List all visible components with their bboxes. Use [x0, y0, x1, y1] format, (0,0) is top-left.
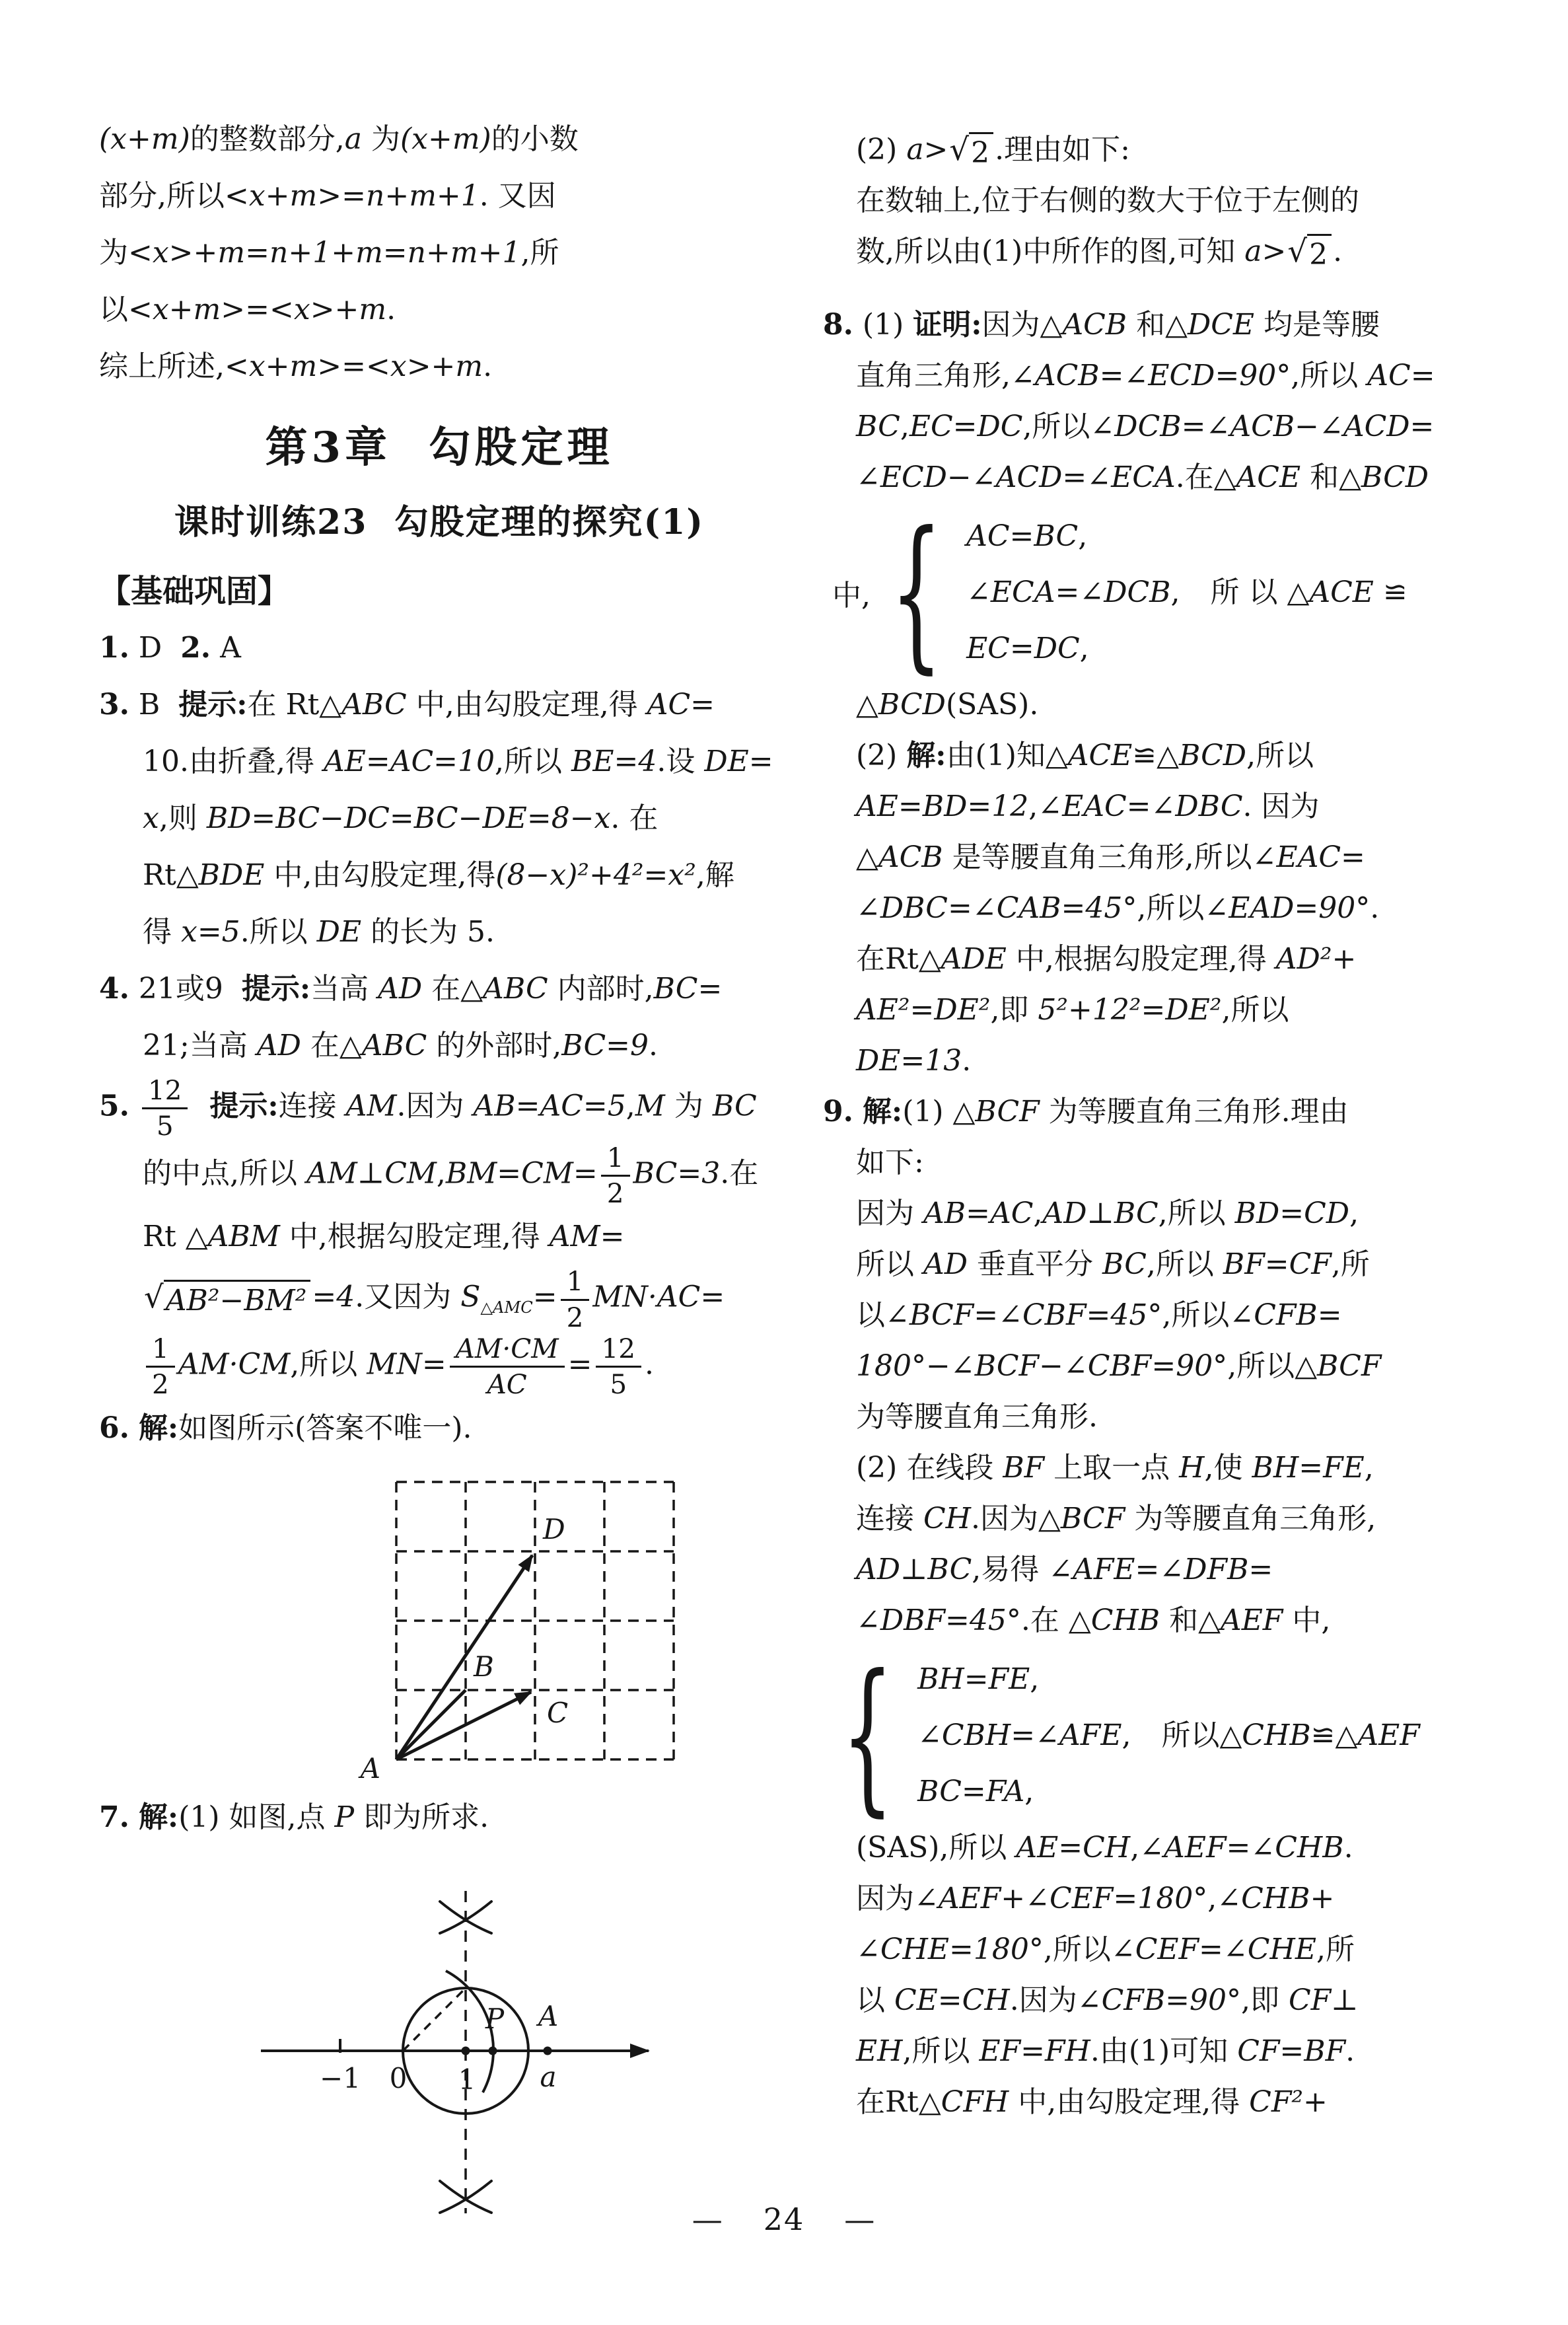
square-root [1287, 234, 1332, 273]
fraction [450, 1333, 565, 1400]
equation-row [966, 508, 1408, 564]
right-column [823, 124, 1515, 2127]
math-text: BH=FE [1252, 1451, 1365, 1485]
text-line: 得 x=5.所以 DE 的长为 5. [143, 915, 495, 949]
text-line: ∠DBF=45°.在 △CHB 和△AEF 中, [856, 1604, 1331, 1637]
equation-system [832, 1639, 1515, 1831]
text-line: ∠DBC=∠CAB=45°,所以∠EAD=90°. [856, 891, 1380, 925]
bold-text: 解: [138, 1800, 179, 1834]
text-line: Rt△BDE 中,由勾股定理,得(8−x)²+4²=x²,解 [143, 858, 734, 892]
bold-text: 解: [906, 739, 946, 772]
text-line: 8. (1) 证明:因为△ACB 和△DCE 均是等腰 [823, 308, 1380, 342]
math-text: EH [856, 2034, 903, 2068]
page-number: 24 [763, 2201, 805, 2237]
text-line: 所以 AD 垂直平分 BC,所以 BF=CF,所 [856, 1247, 1370, 1281]
math-text: AD⊥BC [1042, 1197, 1158, 1230]
math-text: BE=4 [571, 745, 657, 778]
radicand: 2 [1307, 234, 1332, 273]
paragraph [823, 299, 1515, 503]
math-text: = [532, 1280, 557, 1314]
bold-text: 3. [99, 688, 129, 721]
text-line: (x+m)的整数部分,a 为(x+m)的小数 [99, 122, 579, 156]
math-text: CF=BF [1237, 2034, 1346, 2068]
fraction [601, 1142, 630, 1209]
paragraph [823, 1822, 1515, 2127]
math-text: ∠EAC= [1252, 840, 1365, 874]
math-text: AC= [1367, 359, 1435, 392]
math-text: △ACE [1287, 575, 1374, 609]
bold-text: 4. [99, 972, 129, 1006]
math-text: BF=CF [1223, 1247, 1332, 1281]
paragraph [823, 124, 1515, 277]
segment-AD [396, 1555, 532, 1759]
math-text: BC=3 [633, 1156, 721, 1190]
bold-text: 1. [99, 631, 129, 665]
math-text: BM=CM= [445, 1156, 598, 1190]
equation-row [917, 1651, 1420, 1707]
math-text: AM [345, 1089, 397, 1123]
text-line: 连接 CH.因为△BCF 为等腰直角三角形, [856, 1502, 1376, 1535]
math-text: <x+m>=<x>+m [225, 350, 483, 383]
text-line: 数,所以由(1)中所作的图,可知 a> √ 2 . [856, 233, 1343, 272]
math-text: △BCD [856, 688, 946, 721]
point-P-dot [489, 2046, 497, 2055]
math-text: AC [487, 1368, 527, 1401]
text-line: EH,所以 EF=FH.由(1)可知 CF=BF. [856, 2034, 1355, 2068]
text-line: 综上所述,<x+m>=<x>+m. [99, 350, 493, 383]
equation: EC=DC, [966, 632, 1089, 665]
math-text: AE²=DE² [856, 993, 991, 1027]
text-line: 以∠BCF=∠CBF=45°,所以∠CFB= [856, 1298, 1342, 1332]
math-text: BC [1102, 1247, 1147, 1281]
paragraph [99, 677, 779, 961]
math-text: (x+m) [99, 122, 190, 156]
math-text: ∠ACB=∠ECD=90° [1011, 359, 1291, 392]
math-text: AB=AC [923, 1197, 1034, 1230]
text-line: AD⊥BC,易得 ∠AFE=∠DFB= [856, 1553, 1273, 1586]
math-text: 180°−∠BCF−∠CBF=90° [856, 1349, 1228, 1383]
equation-system [832, 496, 1515, 688]
math-text: AM⊥CM [306, 1156, 437, 1190]
math-text: = [567, 1347, 592, 1382]
system-rows [917, 1651, 1420, 1820]
math-text: CE=CH [894, 1983, 1010, 2017]
math-text: ∠ECD−∠ACD=∠ECA [856, 461, 1176, 494]
math-text: △BCF [1295, 1349, 1382, 1383]
radical-sign: √ [1287, 233, 1308, 269]
math-text: ∠DBC=∠CAB=45° [856, 891, 1137, 925]
fraction-numerator [450, 1333, 565, 1368]
paragraph [823, 1086, 1515, 1646]
fraction-numerator: 12 [142, 1074, 188, 1109]
math-text: △ABC [339, 1029, 427, 1062]
math-text: ∠CBH=∠AFE [917, 1718, 1122, 1752]
math-text: AC=BC [966, 519, 1079, 553]
square-root [949, 132, 993, 171]
math-text: ∠CHB+ [1217, 1882, 1335, 1915]
text-line: 3. B 提示:在 Rt△ABC 中,由勾股定理,得 AC= [99, 688, 715, 721]
fraction-denominator [450, 1368, 565, 1399]
bold-text: 提示: [178, 688, 248, 721]
fraction-numerator: 1 [601, 1142, 630, 1177]
math-text: ∠DCB=∠ACB−∠ACD= [1090, 410, 1435, 443]
math-text: <x+m>=n+m+1 [225, 179, 480, 213]
math-text: AD [256, 1029, 301, 1062]
math-text: ∠CHE=180° [856, 1933, 1044, 1966]
math-text: △ACE [1213, 461, 1301, 494]
left-brace: { [890, 496, 943, 688]
label-a: a [540, 2060, 557, 2093]
text-line: 10.由折叠,得 AE=AC=10,所以 BE=4.设 DE= [143, 745, 773, 778]
math-text: MN·AC= [592, 1280, 725, 1314]
math-text: CH [923, 1502, 972, 1535]
math-text: AC= [647, 688, 715, 721]
fraction-denominator: 5 [156, 1110, 174, 1142]
math-text: BD=BC−DC=BC−DE=8−x [206, 801, 611, 835]
text-line: 以<x+m>=<x>+m. [99, 293, 396, 326]
math-text: △BCF [1038, 1502, 1125, 1535]
text-line: 21;当高 AD 在△ABC 的外部时,BC=9. [143, 1029, 658, 1062]
math-text: ∠ECA=∠DCB [966, 575, 1171, 609]
math-text: △BCD [1339, 461, 1429, 494]
math-text: EC=DC [966, 632, 1080, 665]
text-line: Rt △ABM 中,根据勾股定理,得 AM= [143, 1220, 625, 1254]
math-text: △CHB≌△AEF [1219, 1718, 1420, 1752]
point-one-dot [462, 2046, 470, 2055]
equation-tail: 所以△CHB≌△AEF [1161, 1718, 1420, 1752]
bold-text: 提示: [209, 1089, 279, 1123]
text-line: 为<x>+m=n+1+m=n+m+1,所 [99, 236, 559, 270]
math-text: ∠DBF=45° [856, 1604, 1021, 1637]
math-text: x [143, 801, 159, 835]
math-text: a> [906, 133, 948, 166]
text-line: DE=13. [856, 1044, 972, 1078]
text-line: (SAS),所以 AE=CH,∠AEF=∠CHB. [856, 1831, 1353, 1864]
text-line: 9. 解:(1) △BCF 为等腰直角三角形.理由 [823, 1095, 1349, 1128]
math-text: ∠CFB= [1229, 1298, 1342, 1332]
math-text: AD [378, 972, 423, 1006]
chapter-title: 第3章 勾股定理 [265, 423, 614, 472]
math-text: △ACB [856, 840, 943, 874]
page-footer [0, 2201, 1568, 2237]
point-label-B: B [474, 1650, 494, 1683]
bold-text: 8. [823, 308, 853, 342]
label-A: A [538, 1999, 559, 2032]
math-text: AM·CM [178, 1347, 291, 1382]
left-column [99, 111, 779, 2230]
math-text: BC= [653, 972, 723, 1006]
text-line: 的中点,所以 AM⊥CM,BM=CM= $\frac{1}{2}$ BC=3.在 [143, 1141, 759, 1209]
math-text: △CHB [1068, 1604, 1160, 1637]
equation-row [917, 1763, 1420, 1820]
text-line: 为等腰直角三角形. [856, 1400, 1098, 1434]
math-text: BH=FE [917, 1662, 1030, 1696]
math-text: △ABM [185, 1220, 280, 1254]
construction-figure-svg [251, 1853, 674, 2223]
fraction [561, 1265, 590, 1333]
math-text: BC=9 [561, 1029, 649, 1062]
math-text: ∠BCF=∠CBF=45° [885, 1298, 1162, 1332]
label-minus1: −1 [320, 2061, 361, 2094]
math-text: AM·CM [455, 1332, 559, 1364]
math-text: ∠EAC=∠DBC [1038, 790, 1243, 823]
math-text: DE= [704, 745, 773, 778]
bold-text: 2. [180, 631, 211, 665]
equation-row [917, 1707, 1420, 1763]
equation-row [966, 564, 1408, 620]
math-text: ∠CEF=∠CHE [1110, 1933, 1316, 1966]
text-line: 因为 AB=AC,AD⊥BC,所以 BD=CD, [856, 1197, 1359, 1230]
fraction-numerator: 1 [561, 1265, 590, 1300]
fraction-numerator: 12 [596, 1333, 642, 1368]
text-line: AE²=DE²,即 5²+12²=DE²,所以 [856, 993, 1289, 1027]
text-line: 在Rt△ADE 中,根据勾股定理,得 AD²+ [856, 942, 1357, 976]
text-line: 在Rt△CFH 中,由勾股定理,得 CF²+ [856, 2085, 1328, 2119]
math-text: x=5 [181, 915, 240, 949]
math-text: △DCE [1165, 308, 1255, 342]
math-text: BC [856, 410, 900, 443]
radical-sign: √ [144, 1278, 164, 1315]
radicand [164, 1280, 311, 1319]
math-text: <x+m>=<x>+m [128, 293, 387, 326]
label-zero: 0 [389, 2061, 408, 2094]
lesson-title: 课时训练23 勾股定理的探究(1) [174, 502, 704, 542]
fraction-denominator: 2 [566, 1301, 584, 1333]
math-text: EC=DC [909, 410, 1023, 443]
construction-figure [251, 1853, 779, 2230]
text-line: BC,EC=DC,所以∠DCB=∠ACB−∠ACD= [856, 410, 1435, 443]
equation: BH=FE, [917, 1662, 1040, 1696]
fraction [142, 1074, 188, 1142]
text-line: 6. 解:如图所示(答案不唯一). [99, 1411, 472, 1445]
fraction-numerator: 1 [146, 1333, 175, 1368]
math-text: △ABC [460, 972, 548, 1006]
math-text: AD [923, 1247, 968, 1281]
equation: AC=BC, [966, 519, 1088, 553]
text-line: 5. $\frac{12}{5}$ 提示:连接 AM.因为 AB=AC=5,M 为 BC [99, 1074, 757, 1142]
system-rows [966, 508, 1408, 677]
math-text: AB=AC=5 [473, 1089, 626, 1123]
label-P: P [485, 2002, 505, 2035]
text-line: 180°−∠BCF−∠CBF=90°,所以△BCF [856, 1349, 1382, 1383]
math-text: (x+m) [400, 122, 491, 156]
math-text: =4 [312, 1280, 355, 1314]
text-line: AE=BD=12,∠EAC=∠DBC. 因为 [856, 790, 1320, 823]
math-text: AD⊥BC [856, 1553, 972, 1586]
math-text: BF [1003, 1451, 1045, 1485]
fraction [596, 1333, 642, 1400]
bold-text: 证明: [913, 308, 982, 342]
equation: ∠ECA=∠DCB, [966, 575, 1180, 609]
text-line: 因为∠AEF+∠CEF=180°,∠CHB+ [856, 1882, 1335, 1915]
text-line: $\frac{1}{2}$ AM·CM,所以 MN= $\frac{AM\cdot CM}{AC}$ = $\frac{12}{5}$ . [99, 1333, 779, 1400]
fraction [146, 1333, 175, 1400]
construction-segments [396, 1555, 532, 1759]
bold-text: 解: [138, 1411, 179, 1445]
footer-dash-right: — [844, 2201, 876, 2237]
bold-text: 提示: [241, 972, 311, 1006]
math-text: △ABC [319, 688, 407, 721]
bold-text: 7. [99, 1800, 129, 1834]
math-text: P [334, 1800, 355, 1834]
math-text: MN= [367, 1347, 446, 1382]
paragraph [99, 1074, 779, 1400]
radicand: 2 [969, 132, 993, 171]
section-label: 【基础巩固】 [99, 573, 290, 610]
equation-row [966, 620, 1408, 677]
math-text: (8−x)²+4²=x² [495, 858, 696, 892]
text-line: 以 CE=CH.因为∠CFB=90°,即 CF⊥ [856, 1983, 1359, 2017]
text-line: 1. D 2. A [99, 631, 241, 665]
math-text: △BDE [176, 858, 265, 892]
math-text: H [1179, 1451, 1205, 1485]
math-text: 5²+12²=DE² [1038, 993, 1222, 1027]
math-text: AE=AC=10 [323, 745, 495, 778]
math-text: △ACB [1040, 308, 1127, 342]
paragraph [823, 679, 1515, 1086]
math-text: △CFH [918, 2085, 1009, 2119]
equation: ∠CBH=∠AFE, [917, 1718, 1131, 1752]
text-line: ∠CHE=180°,所以∠CEF=∠CHE,所 [856, 1933, 1355, 1966]
radical-sign: √ [949, 131, 970, 167]
math-text: CF⊥ [1288, 1983, 1359, 2017]
footer-dash-left: — [692, 2201, 724, 2237]
grid-figure-svg [337, 1469, 707, 1779]
segment-AC [396, 1692, 531, 1759]
fraction-denominator: 2 [606, 1177, 624, 1209]
text-line: △ACB 是等腰直角三角形,所以∠EAC= [856, 840, 1365, 874]
math-text: ∠EAD=90° [1204, 891, 1371, 925]
text-line: √ AB²−BM² =4.又因为 $S_{\triangle AMC}=$ $\frac{1}{2}$ MN·AC= [144, 1265, 725, 1333]
text-line: 部分,所以<x+m>=n+m+1. 又因 [99, 179, 556, 213]
grid-figure [337, 1469, 779, 1787]
math-text: ∠AFE=∠DFB= [1048, 1553, 1273, 1586]
math-text: DE=13 [856, 1044, 962, 1078]
text-line: ∠ECD−∠ACD=∠ECA.在△ACE 和△BCD [856, 461, 1429, 494]
math-text: S [460, 1280, 481, 1314]
math-text: ∠CFB=90° [1077, 1983, 1241, 2017]
bold-text: 5. [99, 1089, 129, 1123]
math-text: EF=FH [979, 2034, 1090, 2068]
math-text: △ACE≌△BCD [1045, 739, 1247, 772]
math-text: △ADE [918, 942, 1007, 976]
subscript [480, 1298, 532, 1317]
math-text: BC=FA [917, 1775, 1025, 1808]
math-text: DE [316, 915, 362, 949]
paragraph [99, 1789, 779, 1846]
math-text: △AEF [1198, 1604, 1283, 1637]
math-text: AE=BD=12 [856, 790, 1029, 823]
text-line: (2) 在线段 BF 上取一点 H,使 BH=FE, [856, 1451, 1374, 1485]
math-text: AB²−BM² [165, 1283, 307, 1317]
math-text: ∠AEF+∠CEF=180° [914, 1882, 1208, 1915]
equation-tail: 所 以 △ACE ≌ [1210, 575, 1408, 609]
text-line: 如下: [856, 1146, 924, 1179]
text-line: 在数轴上,位于右侧的数大于位于左侧的 [856, 184, 1359, 217]
paragraph [99, 111, 779, 395]
point-label-D: D [543, 1512, 565, 1545]
point-A-dot [544, 2046, 552, 2055]
label-one: 1 [458, 2063, 476, 2096]
math-text: AD²+ [1275, 942, 1357, 976]
text-line: 直角三角形,∠ACB=∠ECD=90°,所以 AC= [856, 359, 1435, 392]
math-text: a> [1244, 235, 1287, 268]
fraction-denominator: 2 [152, 1368, 169, 1401]
paragraph [99, 1400, 779, 1457]
text-line: △BCD(SAS). [856, 688, 1039, 721]
math-text: AE=CH [1016, 1831, 1131, 1864]
fraction-denominator: 5 [610, 1368, 627, 1401]
math-text: M [635, 1089, 665, 1123]
segment-AB [396, 1690, 466, 1759]
point-label-C: C [547, 1696, 569, 1729]
text-line: (2) 解:由(1)知△ACE≌△BCD,所以 [856, 739, 1314, 772]
math-text: △AMC [480, 1298, 533, 1317]
left-brace: { [841, 1639, 894, 1831]
bold-text: 9. [823, 1095, 853, 1128]
bold-text: 6. [99, 1411, 129, 1445]
math-text: BC [712, 1089, 757, 1123]
math-text: BD=CD [1234, 1197, 1350, 1230]
bold-text: 解: [862, 1095, 903, 1128]
text-line: 7. 解:(1) 如图,点 P 即为所求. [99, 1800, 489, 1834]
text-line: x,则 BD=BC−DC=BC−DE=8−x. 在 [143, 801, 659, 835]
equation: BC=FA, [917, 1775, 1034, 1808]
system-lead: 中, [832, 578, 871, 612]
paragraph [99, 620, 779, 677]
text-line: 4. 21或9 提示:当高 AD 在△ABC 内部时,BC= [99, 972, 723, 1006]
text-line: (2) a> √ 2 .理由如下: [856, 131, 1130, 170]
point-label-A: A [360, 1752, 380, 1779]
math-text: <x>+m=n+1+m=n+m+1 [128, 236, 521, 270]
paragraph [99, 961, 779, 1074]
math-text: CF²+ [1249, 2085, 1328, 2119]
math-text: ∠AEF=∠CHB [1139, 1831, 1344, 1864]
math-text: △BCF [952, 1095, 1040, 1128]
math-text: AM= [549, 1220, 625, 1254]
square-root [144, 1280, 310, 1319]
math-text: a [344, 122, 362, 156]
